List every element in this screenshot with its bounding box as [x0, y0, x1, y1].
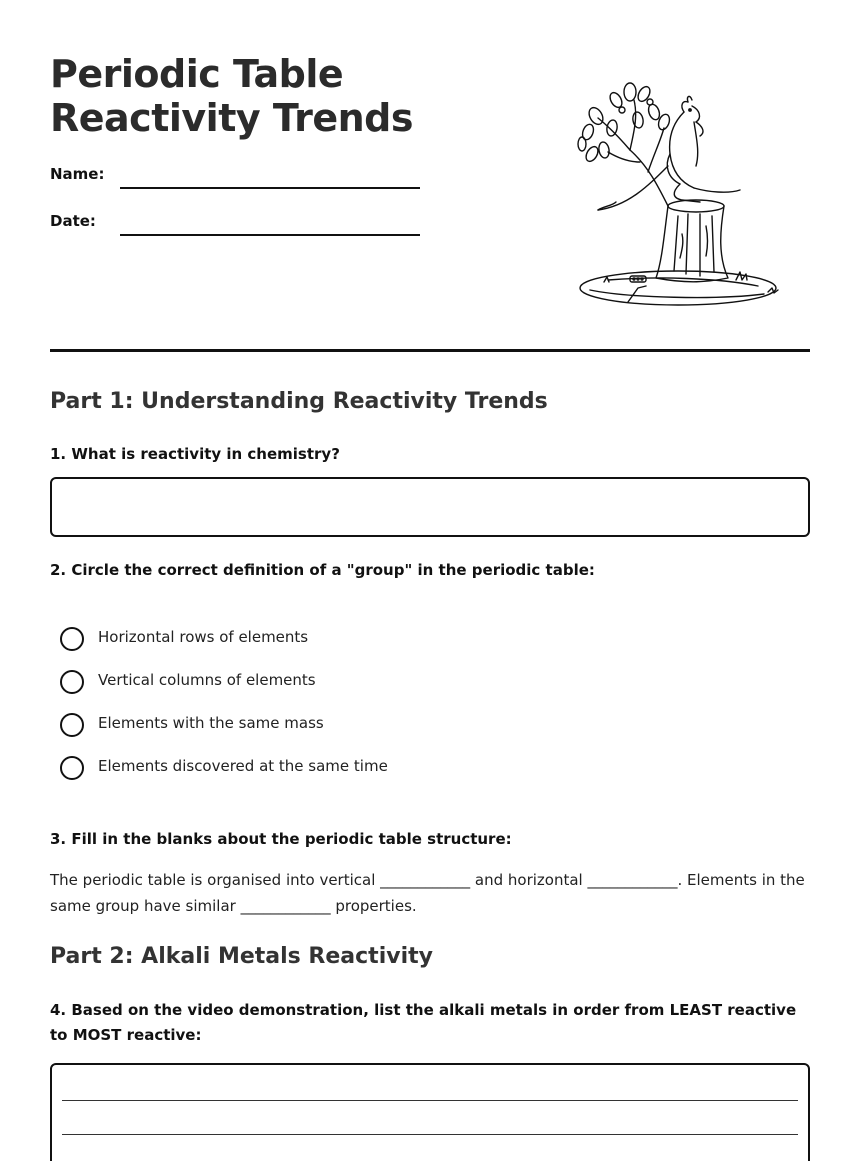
radio-circle-icon[interactable]: [60, 713, 84, 737]
fill-in-blanks-sentence: The periodic table is organised into vertical ____________ and horizontal ____________. Elements in the same group have similar ____________ properties.: [50, 871, 805, 915]
date-input-line[interactable]: [120, 234, 420, 236]
answer-line: [62, 1134, 798, 1135]
question-1: 1. What is reactivity in chemistry?: [50, 445, 340, 463]
date-label: Date:: [50, 212, 96, 230]
worksheet-page: [50, 0, 810, 1044]
name-field: [50, 162, 470, 192]
option-label: Vertical columns of elements: [98, 671, 316, 689]
page-title: Periodic Table Reactivity Trends: [50, 52, 413, 140]
part2-heading: Part 2: Alkali Metals Reactivity: [50, 944, 433, 969]
option-horizontal-rows[interactable]: [60, 626, 560, 652]
answer-box-q4[interactable]: [50, 1063, 810, 1161]
radio-circle-icon[interactable]: [60, 670, 84, 694]
radio-circle-icon[interactable]: [60, 756, 84, 780]
name-input-line[interactable]: [120, 187, 420, 189]
radio-circle-icon[interactable]: [60, 627, 84, 651]
option-same-time[interactable]: [60, 755, 560, 781]
option-vertical-columns[interactable]: [60, 669, 560, 695]
name-label: Name:: [50, 165, 105, 183]
question-2: 2. Circle the correct definition of a "group" in the periodic table:: [50, 561, 595, 579]
answer-line: [62, 1100, 798, 1101]
kangaroo-illustration-icon: [568, 66, 794, 316]
date-field: [50, 209, 470, 239]
option-same-mass[interactable]: [60, 712, 560, 738]
worksheet-header: [50, 0, 810, 352]
question-4: 4. Based on the video demonstration, list the alkali metals in order from LEAST reactive to MOST reactive:: [50, 1001, 797, 1044]
question-3: 3. Fill in the blanks about the periodic table structure:: [50, 830, 512, 848]
option-label: Horizontal rows of elements: [98, 628, 309, 646]
part1-heading: Part 1: Understanding Reactivity Trends: [50, 389, 548, 414]
answer-box-q1[interactable]: [50, 477, 810, 537]
option-label: Elements with the same mass: [98, 714, 324, 732]
option-label: Elements discovered at the same time: [98, 757, 388, 775]
